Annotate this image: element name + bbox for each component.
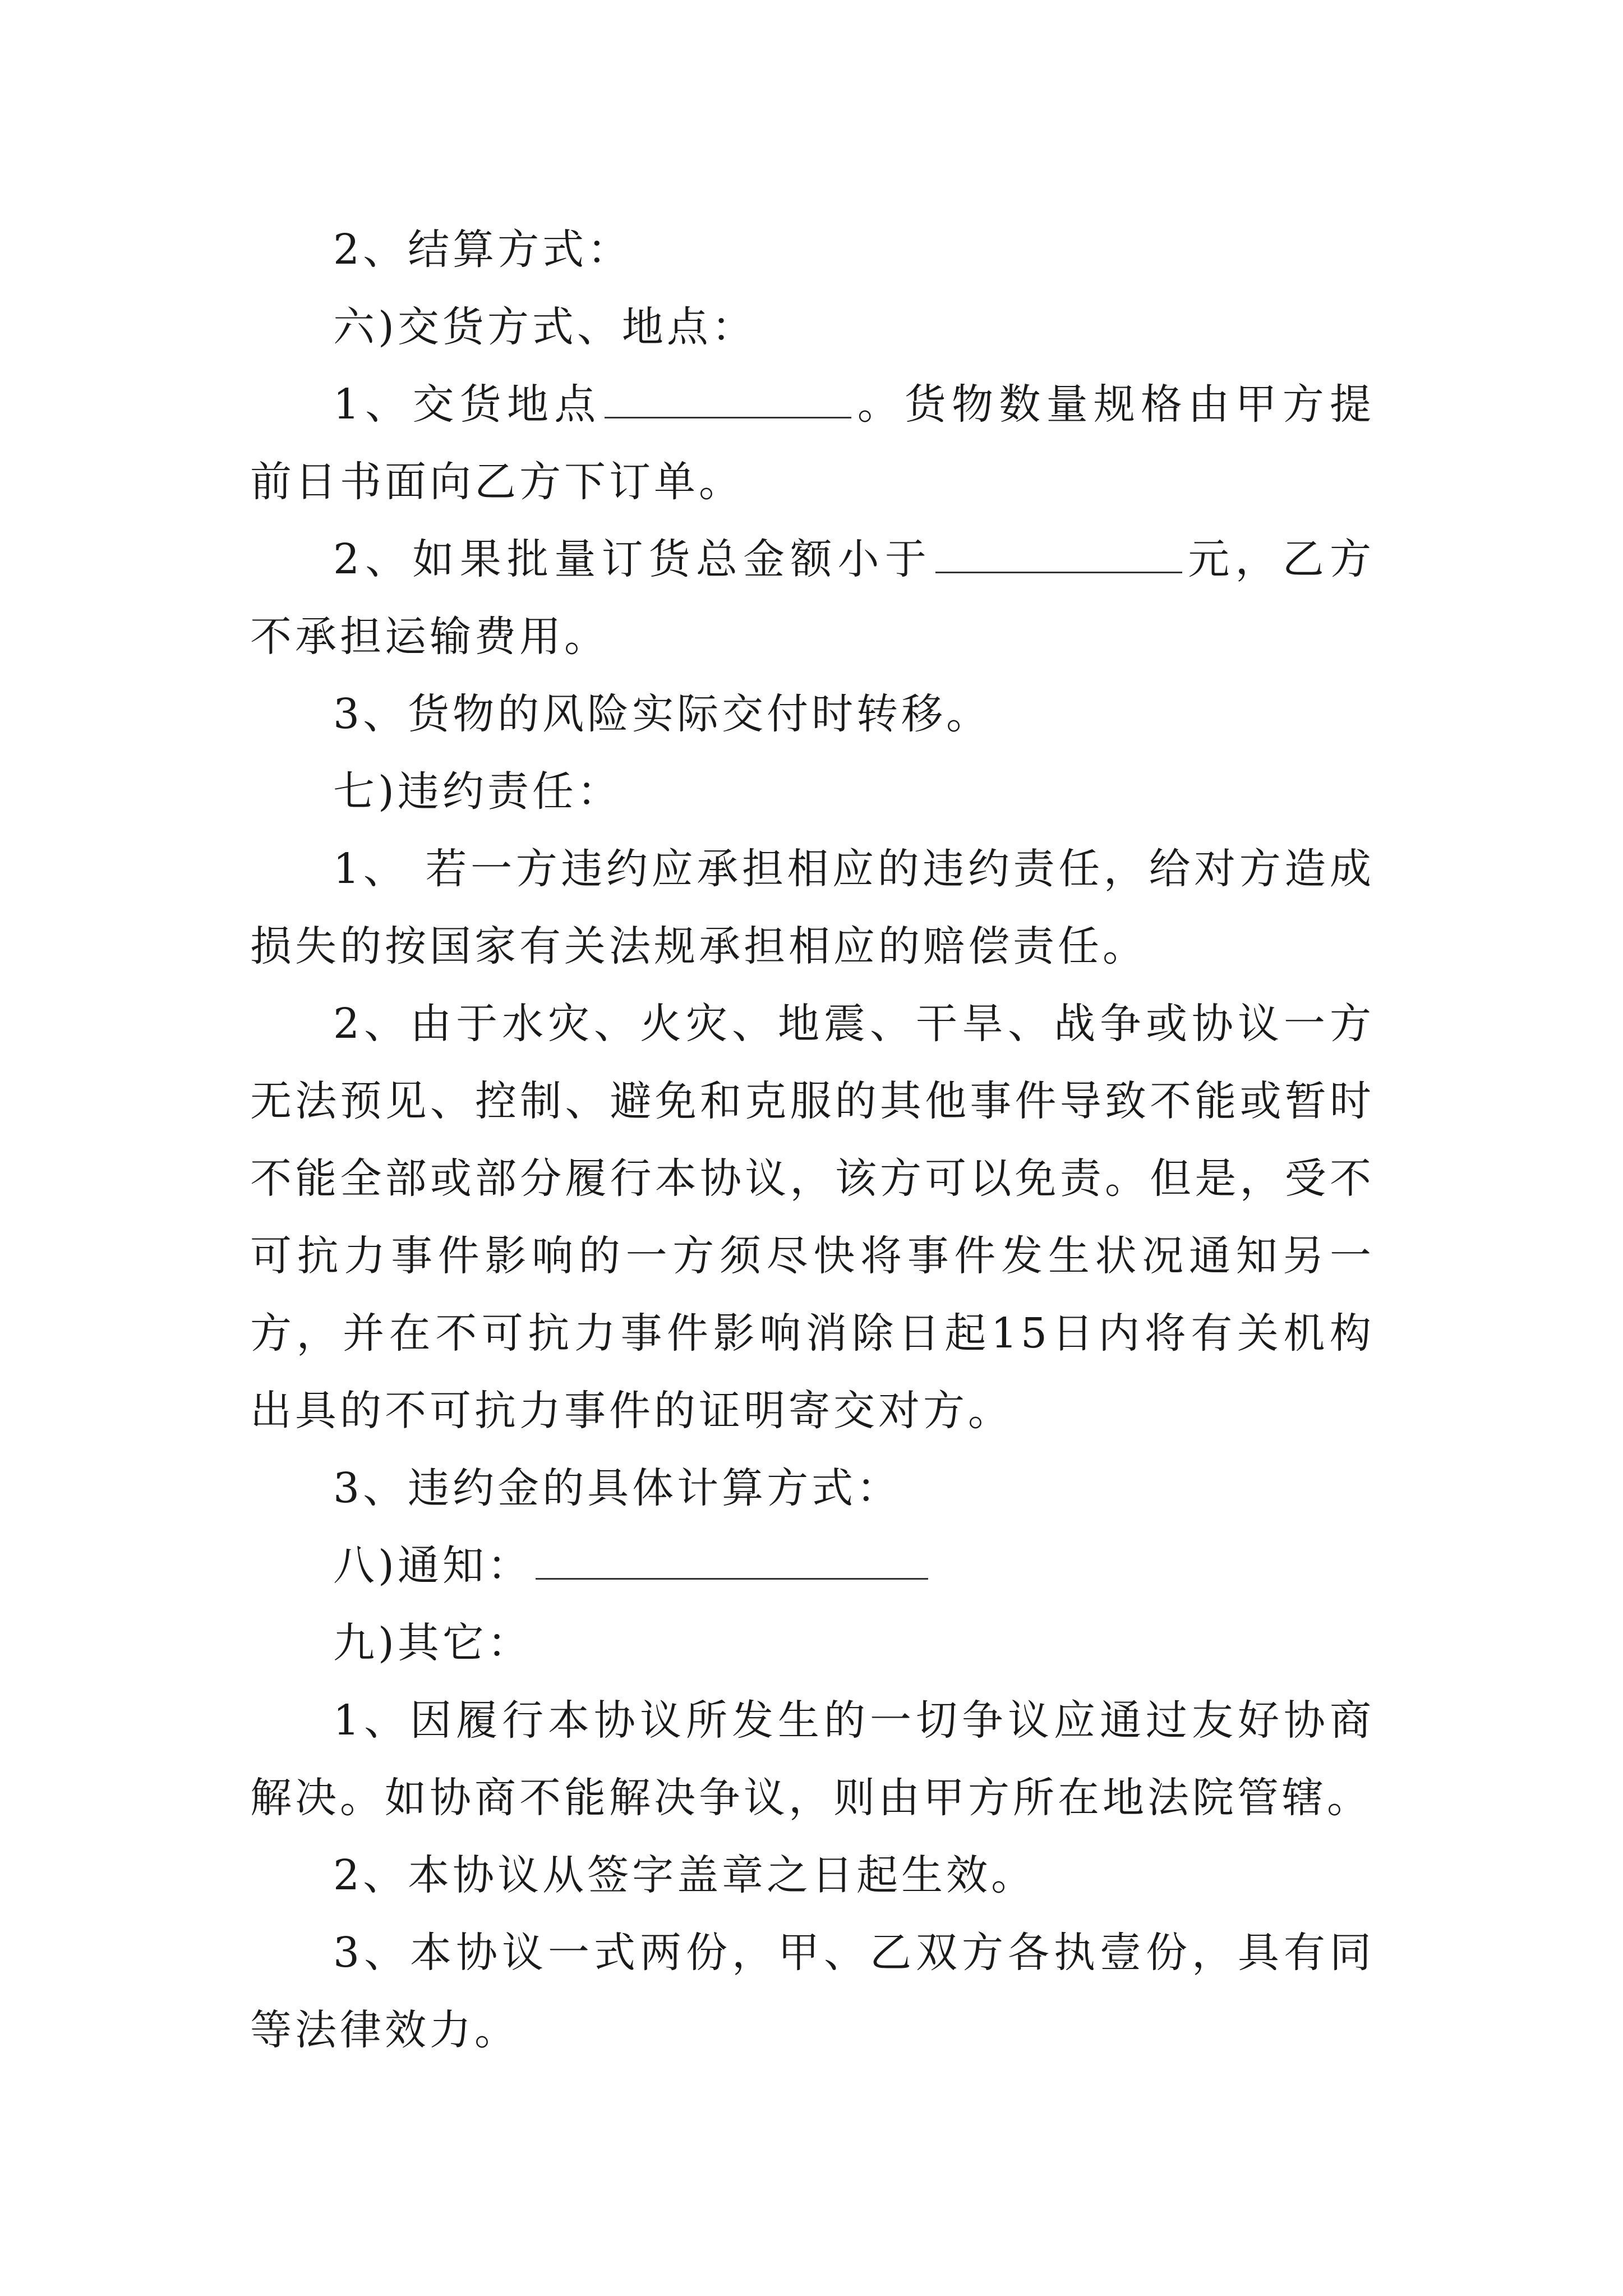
order-amount-blank	[935, 536, 1182, 573]
notice-section-heading: 八)通知：	[333, 1542, 532, 1590]
breach-clause-1: 1、 若一方违约应承担相应的违约责任，给对方造成损失的按国家有关法规承担相应的赔偿责任。	[250, 845, 1375, 970]
other-clause-1: 1、因履行本协议所发生的一切争议应通过友好协商解决。如协商不能解决争议，则由甲方所在地法院管辖。	[250, 1696, 1375, 1822]
breach-section-heading: 七)违约责任：	[333, 767, 622, 816]
delivery-clause-1-text-end: 。货物数量规格由甲方提前日书面向乙方下订单。	[250, 380, 1375, 506]
delivery-clause-2-text-start: 2、如果批量订货总金额小于	[333, 535, 933, 583]
delivery-clause-1-text-start: 1、交货地点	[333, 380, 602, 429]
other-clause-2: 2、本协议从签字盖章之日起生效。	[333, 1851, 1036, 1899]
breach-clause-2: 2、由于水灾、火灾、地震、干旱、战争或协议一方无法预见、控制、避免和克服的其他事件导致不能或暂时不能全部或部分履行本协议，该方可以免责。但是，受不可抗力事件影响的一方须尽快将事件发生状况通知另一方，并在不可抗力事件影响消除日起15日内将有关机构出具的不可抗力事件的证明寄交对方。	[250, 1000, 1375, 1435]
delivery-clause-3: 3、货物的风险实际交付时转移。	[333, 690, 992, 738]
settlement-method-line: 2、结算方式：	[333, 226, 633, 274]
other-clause-3: 3、本协议一式两份，甲、乙双方各执壹份，具有同等法律效力。	[250, 1929, 1375, 2054]
other-section-heading: 九)其它：	[333, 1619, 532, 1667]
delivery-clause-2	[250, 521, 1375, 675]
notice-blank	[536, 1542, 928, 1580]
delivery-clause-1	[250, 366, 1375, 521]
breach-clause-3: 3、违约金的具体计算方式：	[333, 1464, 902, 1512]
delivery-location-blank	[605, 381, 851, 418]
document-body	[250, 211, 1375, 2069]
notice-section	[250, 1527, 1375, 1604]
delivery-clause-2-text-end: 元，乙方不承担运输费用。	[250, 535, 1375, 661]
delivery-section-heading: 六)交货方式、地点：	[333, 303, 757, 351]
